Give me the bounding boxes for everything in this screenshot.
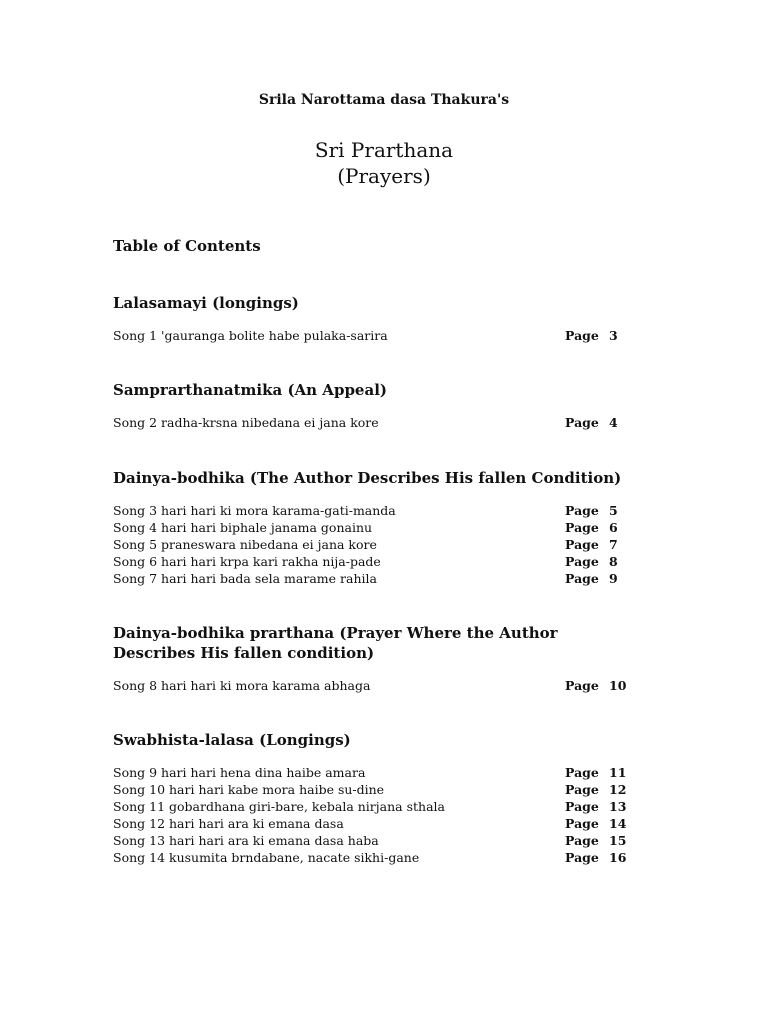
song-list: [113, 764, 673, 866]
page-number: 7: [609, 537, 618, 552]
section-title: Swabhista-lalasa (Longings): [113, 731, 351, 749]
toc-section: [113, 623, 633, 694]
page-label: Page: [565, 520, 599, 535]
page-label: Page: [565, 503, 599, 518]
song-title: Song 7 hari hari bada sela marame rahila: [113, 571, 377, 586]
song-row: [113, 519, 673, 536]
page-number: 12: [609, 782, 627, 797]
song-row: [113, 570, 673, 587]
song-row: [113, 536, 673, 553]
song-title: Song 2 radha-krsna nibedana ei jana kore: [113, 415, 379, 430]
page-number: 13: [609, 799, 627, 814]
page-label: Page: [565, 328, 599, 343]
song-title: Song 12 hari hari ara ki emana dasa: [113, 816, 344, 831]
page-label: Page: [565, 833, 599, 848]
song-row: [113, 798, 673, 815]
toc-section: [113, 468, 673, 587]
song-row: [113, 849, 673, 866]
title-line-1: Sri Prarthana: [314, 138, 454, 162]
song-row: [113, 781, 673, 798]
section-title: Lalasamayi (longings): [113, 294, 299, 312]
page-number: 6: [609, 520, 618, 535]
song-row: [113, 677, 633, 694]
page-label: Page: [565, 799, 599, 814]
page-number: 3: [609, 328, 618, 343]
song-list: [113, 677, 633, 694]
page-label: Page: [565, 678, 599, 693]
section-title: Samprarthanatmika (An Appeal): [113, 381, 387, 399]
section-title: Dainya-bodhika (The Author Describes His fallen Condition): [113, 469, 622, 487]
song-list: [113, 502, 673, 587]
page-label: Page: [565, 816, 599, 831]
song-row: [113, 764, 673, 781]
page-number: 11: [609, 765, 627, 780]
page-title: [0, 137, 768, 189]
page-number: 8: [609, 554, 618, 569]
toc-section: [113, 380, 673, 431]
song-title: Song 8 hari hari ki mora karama abhaga: [113, 678, 371, 693]
song-row: [113, 414, 673, 431]
page-number: 5: [609, 503, 618, 518]
song-list: [113, 327, 673, 344]
song-list: [113, 414, 673, 431]
song-row: [113, 815, 673, 832]
page-number: 16: [609, 850, 627, 865]
song-title: Song 10 hari hari kabe mora haibe su-dine: [113, 782, 385, 797]
page-label: Page: [565, 554, 599, 569]
title-line-2: (Prayers): [337, 164, 431, 188]
song-title: Song 9 hari hari hena dina haibe amara: [113, 765, 366, 780]
toc-section: [113, 730, 673, 866]
song-title: Song 14 kusumita brndabane, nacate sikhi-gane: [113, 850, 420, 865]
song-title: Song 6 hari hari krpa kari rakha nija-pade: [113, 554, 381, 569]
toc-heading: Table of Contents: [113, 237, 261, 255]
page-number: 4: [609, 415, 618, 430]
author-line: Srila Narottama dasa Thakura's: [258, 92, 510, 108]
song-row: [113, 502, 673, 519]
page-number: 10: [609, 678, 627, 693]
song-title: Song 13 hari hari ara ki emana dasa haba: [113, 833, 379, 848]
page-number: 14: [609, 816, 627, 831]
song-row: [113, 327, 673, 344]
page-number: 15: [609, 833, 627, 848]
section-title: Dainya-bodhika prarthana (Prayer Where the Author Describes His fallen condition): [113, 624, 558, 662]
song-title: Song 1 'gauranga bolite habe pulaka-sarira: [113, 328, 388, 343]
song-row: [113, 553, 673, 570]
page-label: Page: [565, 571, 599, 586]
page-label: Page: [565, 537, 599, 552]
page-label: Page: [565, 765, 599, 780]
page-label: Page: [565, 850, 599, 865]
page-label: Page: [565, 782, 599, 797]
song-title: Song 11 gobardhana giri-bare, kebala nirjana sthala: [113, 799, 445, 814]
page-label: Page: [565, 415, 599, 430]
page-number: 9: [609, 571, 618, 586]
song-title: Song 3 hari hari ki mora karama-gati-manda: [113, 503, 396, 518]
song-title: Song 5 praneswara nibedana ei jana kore: [113, 537, 377, 552]
song-row: [113, 832, 673, 849]
toc-section: [113, 293, 673, 344]
song-title: Song 4 hari hari biphale janama gonainu: [113, 520, 373, 535]
